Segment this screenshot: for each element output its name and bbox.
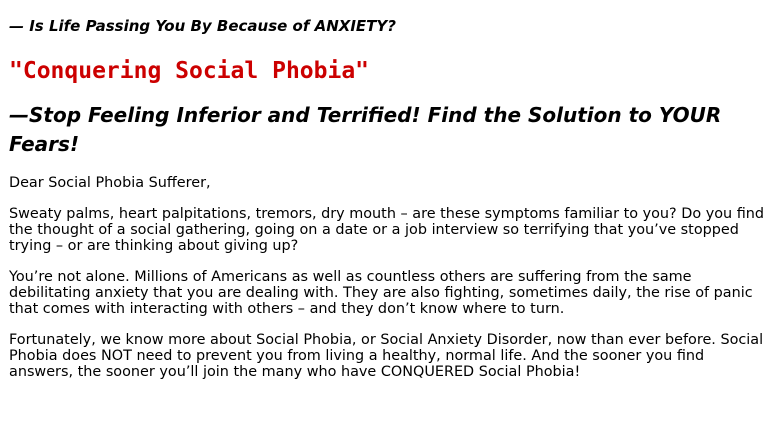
salutation: Dear Social Phobia Sufferer,	[9, 175, 211, 191]
paragraph-fortunately: Fortunately, we know more about Social Phobia, or Social Anxiety Disorder, now than ever before. Social Phobia does NOT need to prevent you from living a healthy, normal life. And the sooner you find answers, the sooner you’ll join the many who have CONQUERED Social Phobia!	[9, 332, 764, 380]
paragraph-not-alone: You’re not alone. Millions of Americans as well as countless others are suffering from the same debilitating anxiety that you are dealing with. They are also fighting, sometimes daily, the rise of panic that comes with interacting with others – and they don’t know where to turn.	[9, 269, 753, 317]
kicker-text: — Is Life Passing You By Because of ANXIETY?	[9, 17, 396, 35]
letter-body	[9, 175, 771, 395]
subheadline: —Stop Feeling Inferior and Terrified! Find the Solution to YOUR Fears!	[9, 103, 722, 156]
headline: "Conquering Social Phobia"	[9, 58, 370, 84]
paragraph-symptoms: Sweaty palms, heart palpitations, tremors, dry mouth – are these symptoms familiar to you? Do you find the thought of a social gathering, going on a date or a job interview so terrifying that you’ve stopped trying – or are thinking about giving up?	[9, 206, 765, 254]
